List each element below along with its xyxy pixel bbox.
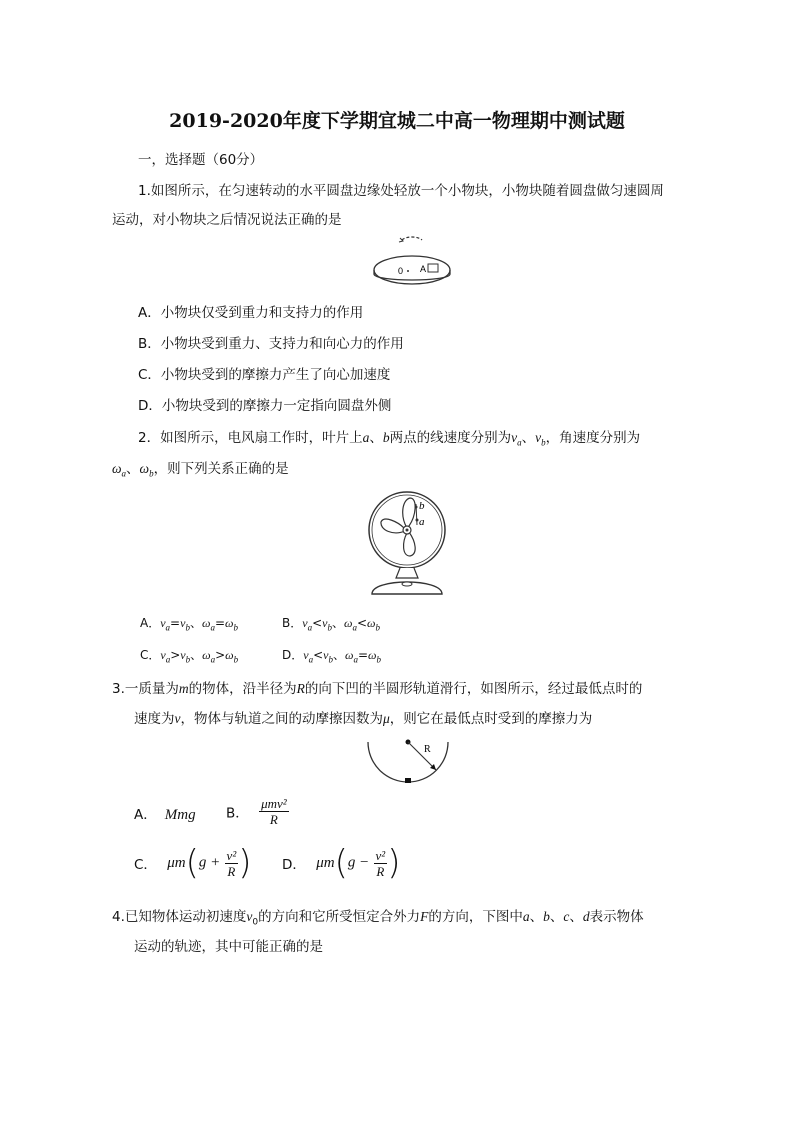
- q3-line2: 速度为v，物体与轨道之间的动摩擦因数为μ，则它在最低点时受到的摩擦力为: [134, 711, 593, 727]
- q3-option-d: D． μm(g − $\frac{\text{v²}}{R}$ ): [282, 843, 401, 883]
- q1-turntable-figure: [372, 232, 452, 292]
- q3-line1: 3.一质量为m的物体，沿半径为R的向下凹的半圆形轨道滑行，如图所示，经过最低点时的: [112, 681, 643, 697]
- q2-fig-label-b: b: [419, 500, 425, 512]
- q1-option-c: C．小物块受到的摩擦力产生了向心加速度: [138, 367, 391, 383]
- q1-line1: 1.如图所示，在匀速转动的水平圆盘边缘处轻放一个小物块，小物块随着圆盘做匀速圆周: [138, 183, 664, 199]
- q4-line2: 运动的轨迹，其中可能正确的是: [134, 939, 323, 955]
- q3-option-c: C． μm(g + $\frac{\text{v²}}{R}$ ): [134, 843, 252, 883]
- q1-option-d: D．小物块受到的摩擦力一定指向圆盘外侧: [138, 398, 392, 414]
- rotation-arrow-icon: [399, 237, 422, 242]
- section-heading: 一，选择题（60分）: [138, 152, 264, 168]
- q3-option-a: A． Mmg: [134, 807, 196, 823]
- q1-option-b: B．小物块受到重力、支持力和向心力的作用: [138, 336, 404, 352]
- q3-track-figure: [362, 738, 452, 788]
- q3-fig-label-r: R: [424, 744, 431, 755]
- q4-line1: 4.已知物体运动初速度$v_0$的方向和它所受恒定合外力F的方向，下图中a、b、c、d表示物体: [112, 909, 644, 928]
- q1-option-a: A．小物块仅受到重力和支持力的作用: [138, 305, 364, 321]
- q1-fig-label-center: 0: [398, 266, 404, 276]
- q1-line2: 运动，对小物块之后情况说法正确的是: [112, 212, 342, 228]
- q3-option-b: B． $\frac{\text{μmv²}}{R}$: [226, 796, 287, 827]
- q2-line2: $\omega_a$、$\omega_b$，则下列关系正确的是: [112, 461, 289, 479]
- q2-line1: 2．如图所示，电风扇工作时，叶片上a、b两点的线速度分别为$v_a$、$v_b$，角速度分别为: [138, 430, 641, 448]
- q2-fig-label-a: a: [419, 516, 425, 528]
- q2-option-a: A．$v_a=v_b$、$\omega_a=\omega_b$: [140, 616, 238, 633]
- q2-option-b: B．$v_a<v_b$、$\omega_a<\omega_b$: [282, 616, 380, 633]
- q2-fan-figure: [366, 490, 448, 602]
- q2-option-d: D．$v_a<v_b$、$\omega_a=\omega_b$: [282, 648, 382, 665]
- q1-fig-label-block: A: [420, 264, 427, 274]
- page-title: 2019-2020年度下学期宜城二中高一物理期中测试题: [169, 110, 625, 132]
- q2-option-c: C．$v_a>v_b$、$\omega_a>\omega_b$: [140, 648, 239, 665]
